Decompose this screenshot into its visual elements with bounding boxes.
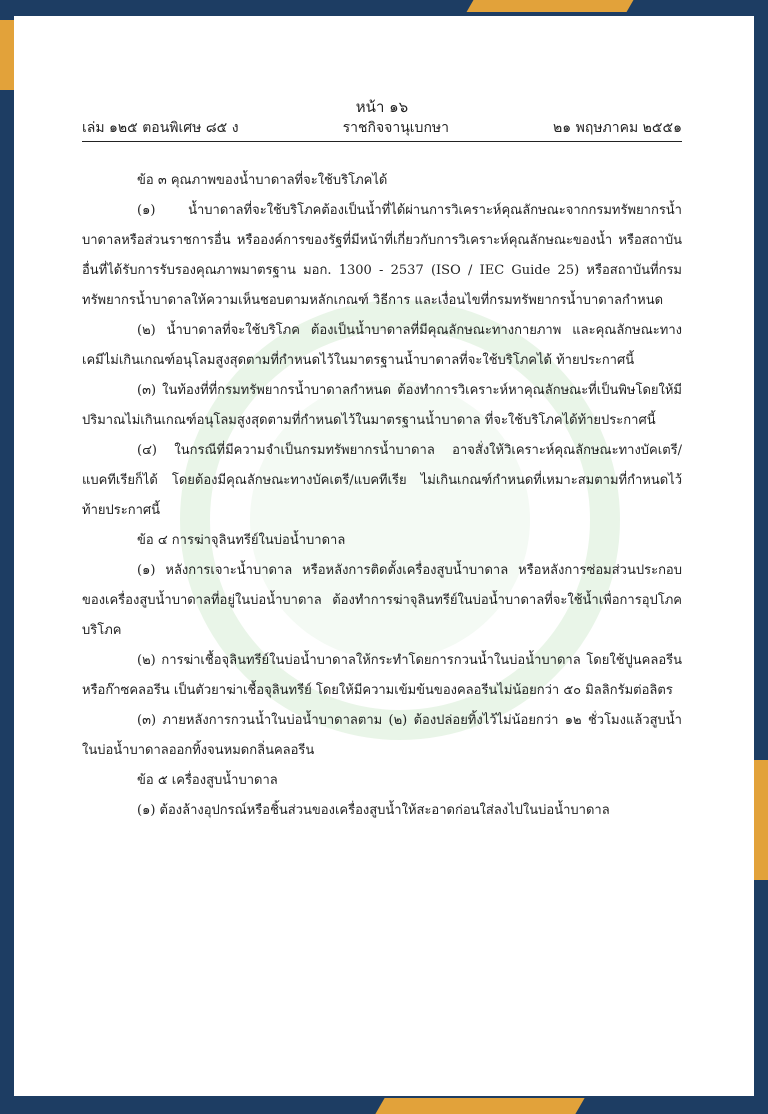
paragraph: (๓) ในท้องที่ที่กรมทรัพยากรน้ำบาดาลกำหนด ต้องทำการวิเคราะห์หาคุณลักษณะที่เป็นพิษโดยให้มีปริมาณไม่เกินเกณฑ์อนุโลมสูงสุดตามที่กำหนดไว้ในมาตรฐานน้ำบาดาล ที่จะใช้บริโภคได้ท้ายประกาศนี้ xyxy=(82,383,682,428)
publication-date: ๒๑ พฤษภาคม ๒๕๕๑ xyxy=(553,120,682,136)
paragraph: (๒) การฆ่าเชื้อจุลินทรีย์ในบ่อน้ำบาดาลให้กระทำโดยการกวนน้ำในบ่อน้ำบาดาล โดยใช้ปูนคลอรีน หรือก๊าซคลอรีน เป็นตัวยาฆ่าเชื้อจุลินทรีย์ โดยให้มีความเข้มข้นของคลอรีนไม่น้อยกว่า ๕๐ มิลลิกรัมต่อลิตร xyxy=(82,653,682,698)
paragraph: (๔) ในกรณีที่มีความจำเป็นกรมทรัพยากรน้ำบาดาล อาจสั่งให้วิเคราะห์คุณลักษณะทางบัคเตรี/แบคทีเรียก็ได้ โดยต้องมีคุณลักษณะทางบัคเตรี/แบคทีเรีย ไม่เกินเกณฑ์กำหนดที่เหมาะสมตามที่กำหนดไว้ท้ายประกาศนี้ xyxy=(82,443,682,518)
paragraph: (๑) น้ำบาดาลที่จะใช้บริโภคต้องเป็นน้ำที่ได้ผ่านการวิเคราะห์คุณลักษณะจากกรมทรัพยากรน้ำบาดาลหรือส่วนราชการอื่น หรือองค์การของรัฐที่มีหน้าที่เกี่ยวกับการวิเคราะห์คุณลักษณะของน้ำ หรือสถาบันอื่นที่ได้รับการรับรองคุณภาพมาตรฐาน มอก. 1300 - 2537 (ISO / IEC Guide 25) หรือสถาบันที่กรมทรัพยากรน้ำบาดาลให้ความเห็นชอบตามหลักเกณฑ์ วิธีการ และเงื่อนไขที่กรมทรัพยากรน้ำบาดาลกำหนด xyxy=(82,203,682,308)
gazette-header xyxy=(82,95,682,142)
top-gold-accent xyxy=(467,0,634,12)
paragraph: (๑) ต้องล้างอุปกรณ์หรือชิ้นส่วนของเครื่องสูบน้ำให้สะอาดก่อนใส่ลงไปในบ่อน้ำบาดาล xyxy=(137,803,610,818)
clause-3-heading: ข้อ ๓ คุณภาพของน้ำบาดาลที่จะใช้บริโภคได้ xyxy=(137,173,388,188)
header-line xyxy=(82,117,682,139)
paragraph: (๑) หลังการเจาะน้ำบาดาล หรือหลังการติดตั้งเครื่องสูบน้ำบาดาล หรือหลังการซ่อมส่วนประกอบของเครื่องสูบน้ำบาดาลที่อยู่ในบ่อน้ำบาดาล ต้องทำการฆ่าจุลินทรีย์ในบ่อน้ำบาดาลที่จะใช้น้ำเพื่อการอุปโภคบริโภค xyxy=(82,563,682,638)
page-number: หน้า ๑๖ xyxy=(355,98,409,116)
paragraph: (๓) ภายหลังการกวนน้ำในบ่อน้ำบาดาลตาม (๒) ต้องปล่อยทิ้งไว้ไม่น้อยกว่า ๑๒ ชั่วโมงแล้วสูบน้ำในบ่อน้ำบาดาลออกทิ้งจนหมดกลิ่นคลอรีน xyxy=(82,713,682,758)
volume-info: เล่ม ๑๒๕ ตอนพิเศษ ๘๕ ง xyxy=(82,120,239,136)
publication-name: ราชกิจจานุเบกษา xyxy=(342,120,450,136)
right-gold-accent xyxy=(754,760,768,880)
header-divider xyxy=(82,141,682,142)
left-gold-accent xyxy=(0,20,14,90)
paragraph: (๒) น้ำบาดาลที่จะใช้บริโภค ต้องเป็นน้ำบาดาลที่มีคุณลักษณะทางกายภาพ และคุณลักษณะทางเคมีไม่เกินเกณฑ์อนุโลมสูงสุดตามที่กำหนดไว้ในมาตรฐานน้ำบาดาลที่จะใช้บริโภคได้ ท้ายประกาศนี้ xyxy=(82,323,682,368)
clause-4-heading: ข้อ ๔ การฆ่าจุลินทรีย์ในบ่อน้ำบาดาล xyxy=(137,533,346,548)
bottom-gold-accent xyxy=(375,1098,584,1114)
clause-5-heading: ข้อ ๕ เครื่องสูบน้ำบาดาล xyxy=(137,773,278,788)
document-body xyxy=(82,166,682,826)
